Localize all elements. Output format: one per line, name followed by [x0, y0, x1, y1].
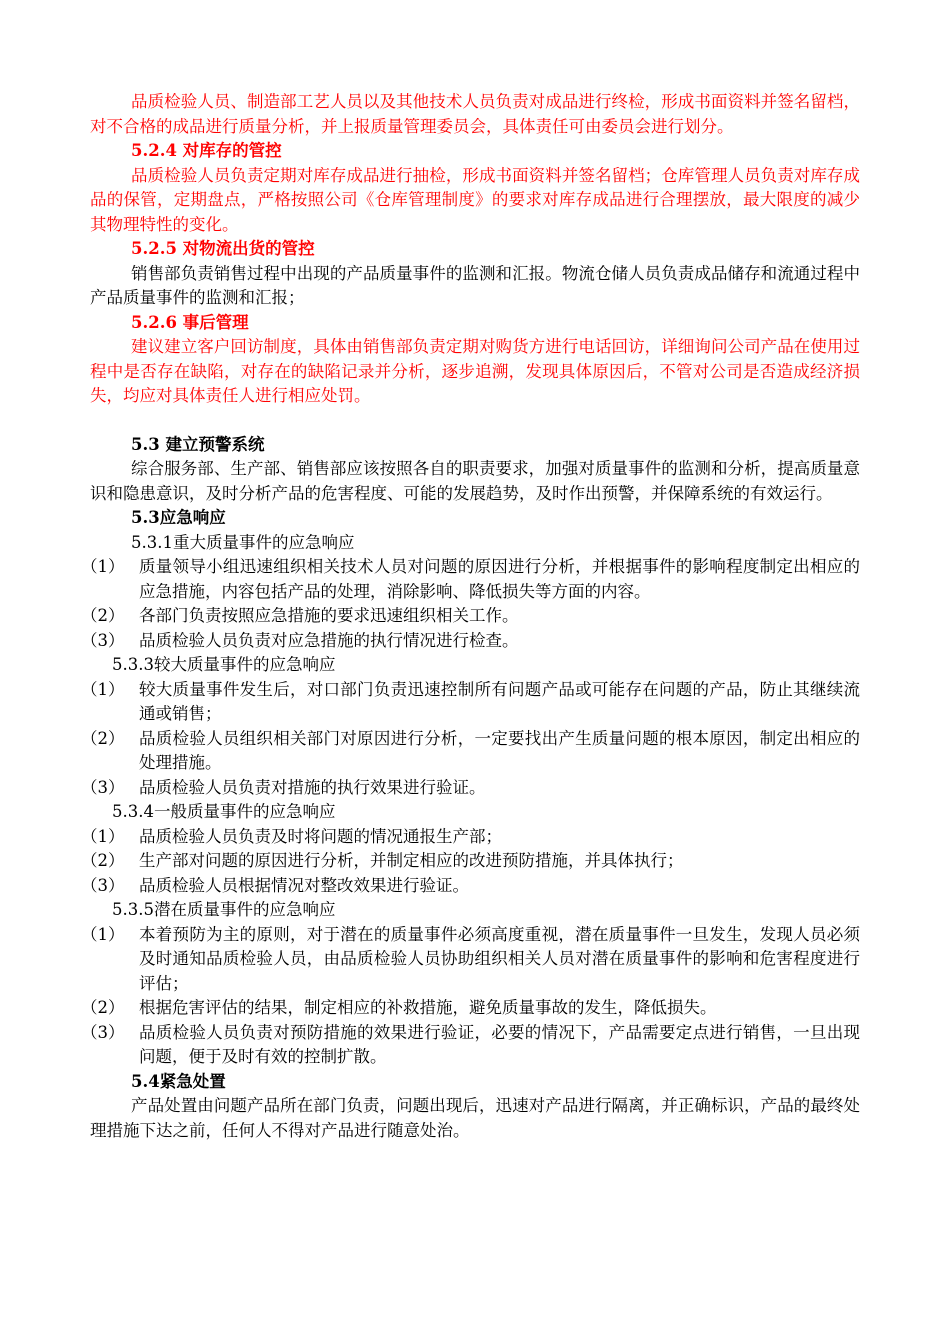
heading-5-4-emergency-handling: 5.4紧急处置: [131, 1071, 226, 1091]
list-item: [81, 996, 860, 1021]
list-number: （2）: [81, 851, 125, 870]
list-item: [81, 555, 860, 604]
list-text: 较大质量事件发生后，对口部门负责迅速控制所有问题产品或可能存在问题的产品，防止其继续流通或销售；: [139, 679, 860, 723]
list-item: [81, 849, 860, 874]
subheading-5-3-3: 5.3.3较大质量事件的应急响应: [112, 655, 336, 674]
list-number: （3）: [81, 630, 125, 650]
list-number: （3）: [81, 875, 125, 895]
spacer: [90, 409, 860, 433]
list-text: 品质检验人员负责及时将问题的情况通报生产部；: [139, 826, 502, 846]
list-number: （3）: [81, 1022, 125, 1042]
paragraph-logistics-control: 销售部负责销售过程中出现的产品质量事件的监测和汇报。物流仓储人员负责成品储存和流通过程中产品质量事件的监测和汇报；: [90, 263, 860, 307]
subheading-5-3-4: 5.3.4一般质量事件的应急响应: [112, 802, 336, 821]
list-text: 根据危害评估的结果，制定相应的补救措施，避免质量事故的发生，降低损失。: [139, 998, 717, 1017]
list-text: 生产部对问题的原因进行分析，并制定相应的改进预防措施，并具体执行；: [139, 851, 684, 870]
paragraph-emergency-handling: 产品处置由问题产品所在部门负责，问题出现后，迅速对产品进行隔离，并正确标识，产品的最终处理措施下达之前，任何人不得对产品进行随意处治。: [90, 1096, 860, 1140]
list-text: 本着预防为主的原则，对于潜在的质量事件必须高度重视，潜在质量事件一旦发生，发现人员必须及时通知品质检验人员，由品质检验人员协助组织相关人员对潜在质量事件的影响和危害程度进行评估；: [139, 924, 860, 993]
heading-5-3-emergency-response: 5.3应急响应: [131, 508, 226, 527]
list-item: [81, 727, 860, 776]
list-item: [81, 678, 860, 727]
list-item: [81, 604, 860, 629]
list-number: （1）: [81, 924, 125, 944]
subheading-5-3-1: 5.3.1重大质量事件的应急响应: [131, 532, 355, 552]
document-page: [81, 90, 860, 1143]
list-item: [81, 874, 860, 899]
list-text: 品质检验人员根据情况对整改效果进行验证。: [139, 875, 469, 895]
list-number: （2）: [81, 606, 125, 625]
list-number: （2）: [81, 998, 125, 1017]
subheading-5-3-5: 5.3.5潜在质量事件的应急响应: [112, 900, 336, 919]
list-number: （3）: [81, 777, 125, 797]
list-item: [81, 825, 860, 850]
list-number: （2）: [81, 728, 125, 748]
heading-5-2-5: 5.2.5 对物流出货的管控: [131, 239, 315, 258]
list-number: （1）: [81, 557, 125, 576]
paragraph-after-management: 建议建立客户回访制度，具体由销售部负责定期对购货方进行电话回访，详细询问公司产品在使用过程中是否存在缺陷，对存在的缺陷记录并分析，逐步追溯，发现具体原因后，不管对公司是否造成经济损失，均应对具体责任人进行相应处罚。: [90, 337, 860, 405]
list-item: [81, 629, 860, 654]
heading-5-2-4: 5.2.4 对库存的管控: [131, 141, 282, 160]
list-number: （1）: [81, 679, 125, 699]
paragraph-inventory-control: 品质检验人员负责定期对库存成品进行抽检，形成书面资料并签名留档；仓库管理人员负责对库存成品的保管，定期盘点，严格按照公司《仓库管理制度》的要求对库存成品进行合理摆放，最大限度的减少其物理特性的变化。: [90, 165, 860, 234]
list-item: [81, 1021, 860, 1070]
paragraph-warning-system: 综合服务部、生产部、销售部应该按照各自的职责要求，加强对质量事件的监测和分析，提高质量意识和隐患意识，及时分析产品的危害程度、可能的发展趋势，及时作出预警，并保障系统的有效运行。: [90, 459, 860, 503]
heading-5-3-warning-system: 5.3 建立预警系统: [131, 434, 265, 454]
list-text: 品质检验人员负责对措施的执行效果进行验证。: [139, 777, 486, 797]
heading-5-2-6: 5.2.6 事后管理: [131, 312, 249, 332]
list-text: 质量领导小组迅速组织相关技术人员对问题的原因进行分析，并根据事件的影响程度制定出相应的应急措施，内容包括产品的处理，消除影响、降低损失等方面的内容。: [139, 557, 860, 601]
list-text: 品质检验人员负责对应急措施的执行情况进行检查。: [139, 630, 519, 650]
list-text: 品质检验人员负责对预防措施的效果进行验证，必要的情况下，产品需要定点进行销售，一旦出现问题，便于及时有效的控制扩散。: [139, 1022, 860, 1066]
list-text: 品质检验人员组织相关部门对原因进行分析，一定要找出产生质量问题的根本原因，制定出相应的处理措施。: [139, 728, 860, 772]
list-text: 各部门负责按照应急措施的要求迅速组织相关工作。: [139, 606, 519, 625]
list-number: （1）: [81, 826, 125, 846]
list-item: [81, 923, 860, 997]
paragraph-final-inspection: 品质检验人员、制造部工艺人员以及其他技术人员负责对成品进行终检，形成书面资料并签名留档，对不合格的成品进行质量分析，并上报质量管理委员会，具体责任可由委员会进行划分。: [90, 92, 860, 136]
list-item: [81, 776, 860, 801]
